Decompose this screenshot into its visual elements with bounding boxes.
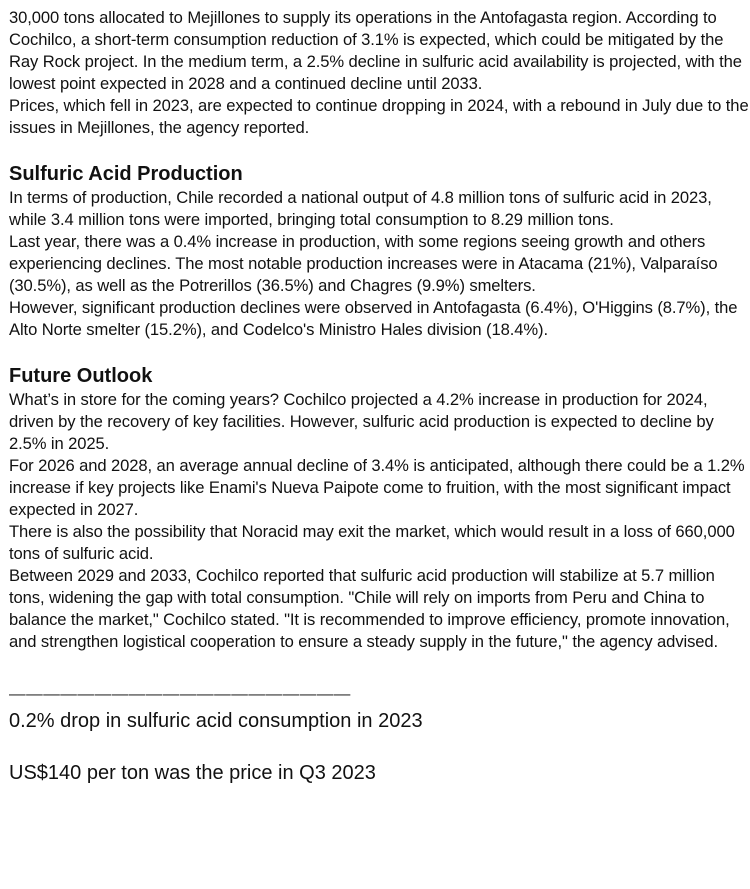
outlook-paragraph: There is also the possibility that Noracid may exit the market, which would result in a loss of 660,000 tons of sulfuric acid. — [9, 522, 735, 563]
stat-price: US$140 per ton was the price in Q3 2023 — [9, 762, 376, 784]
footer-divider: ———————————————————— — [9, 684, 351, 703]
outlook-paragraph: For 2026 and 2028, an average annual decline of 3.4% is anticipated, although there could be a 1.2% increase if key projects like Enami's Nueva Paipote come to fruition, with the most significant impact expected in 2027. — [9, 456, 745, 519]
intro-paragraph: Prices, which fell in 2023, are expected to continue dropping in 2024, with a rebound in July due to the issues in Mejillones, the agency reported. — [9, 96, 749, 137]
production-heading: Sulfuric Acid Production — [9, 163, 243, 185]
stat-consumption-drop: 0.2% drop in sulfuric acid consumption in 2023 — [9, 710, 423, 732]
outlook-paragraph: What’s in store for the coming years? Cochilco projected a 4.2% increase in production for 2024, driven by the recovery of key facilities. However, sulfuric acid production is expected to decline by 2.5% in 2025. — [9, 390, 714, 453]
outlook-heading: Future Outlook — [9, 365, 153, 387]
production-paragraph: However, significant production declines were observed in Antofagasta (6.4%), O'Higgins (8.7%), the Alto Norte smelter (15.2%), and Codelco's Ministro Hales division (18.4%). — [9, 298, 738, 339]
production-paragraph: In terms of production, Chile recorded a national output of 4.8 million tons of sulfuric acid in 2023, while 3.4 million tons were imported, bringing total consumption to 8.29 million tons. — [9, 188, 712, 229]
intro-paragraph: 30,000 tons allocated to Mejillones to supply its operations in the Antofagasta region. According to Cochilco, a short-term consumption reduction of 3.1% is expected, which could be mitigated by the Ray Rock project. In the medium term, a 2.5% decline in sulfuric acid availability is projected, with the lowest point expected in 2028 and a continued decline until 2033. — [9, 8, 742, 93]
outlook-paragraph: Between 2029 and 2033, Cochilco reported that sulfuric acid production will stabilize at 5.7 million tons, widening the gap with total consumption. "Chile will rely on imports from Peru and China to balance the market," Cochilco stated. "It is recommended to improve efficiency, promote innovation, and strengthen logistical cooperation to ensure a steady supply in the future," the agency advised. — [9, 566, 730, 651]
production-paragraph: Last year, there was a 0.4% increase in production, with some regions seeing growth and others experiencing declines. The most notable production increases were in Atacama (21%), Valparaíso (30.5%), as well as the Potrerillos (36.5%) and Chagres (9.9%) smelters. — [9, 232, 718, 295]
